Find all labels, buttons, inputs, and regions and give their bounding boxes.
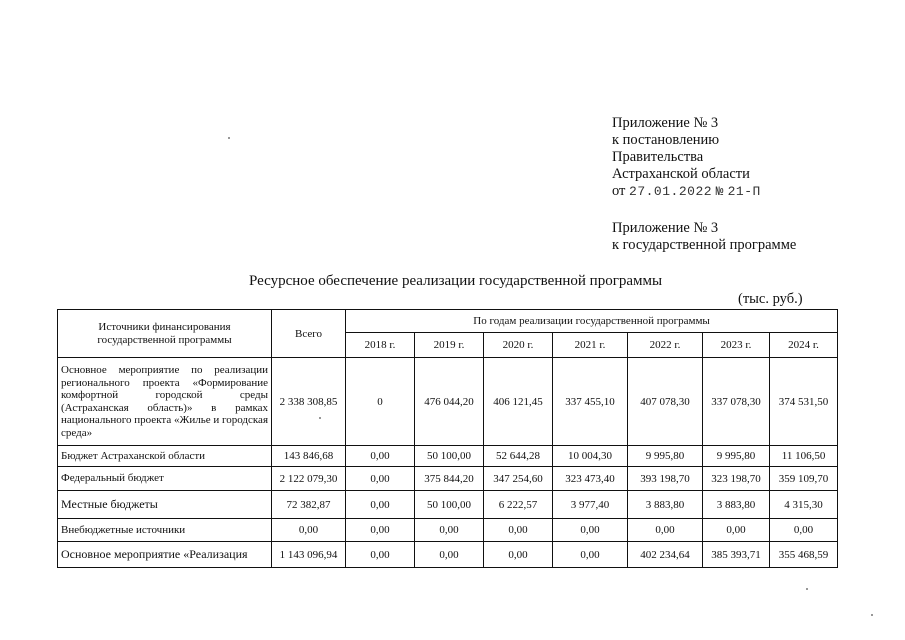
row-value: 406 121,45 bbox=[484, 358, 553, 446]
row-value: 0,00 bbox=[346, 467, 415, 491]
row-value: 0,00 bbox=[770, 519, 838, 542]
row-label: Основное мероприятие по реализации регионального проекта «Формирование комфортной городской среды (Астраханская область)» в рамках национального проекта «Жилье и городская среда» bbox=[58, 358, 272, 446]
row-value: 0,00 bbox=[484, 542, 553, 568]
table-row bbox=[58, 542, 838, 568]
row-total: 1 143 096,94 bbox=[272, 542, 346, 568]
appendix-authority: Правительства bbox=[612, 149, 704, 165]
row-total: 143 846,68 bbox=[272, 446, 346, 467]
row-value: 323 198,70 bbox=[703, 467, 770, 491]
row-value: 0,00 bbox=[346, 446, 415, 467]
row-value: 9 995,80 bbox=[628, 446, 703, 467]
row-value: 337 455,10 bbox=[553, 358, 628, 446]
appendix-region: Астраханской области bbox=[612, 166, 750, 182]
row-value: 375 844,20 bbox=[415, 467, 484, 491]
number-sign: № bbox=[715, 184, 724, 199]
table-row bbox=[58, 358, 838, 446]
resolution-date: 27.01.2022 bbox=[629, 184, 713, 199]
table-row bbox=[58, 467, 838, 491]
year-header: 2018 г. bbox=[346, 333, 415, 358]
program-appendix-reference: к государственной программе bbox=[612, 237, 797, 253]
row-value: 393 198,70 bbox=[628, 467, 703, 491]
scan-speck bbox=[228, 137, 230, 139]
row-value: 337 078,30 bbox=[703, 358, 770, 446]
appendix-reference: к постановлению bbox=[612, 132, 720, 148]
table-row bbox=[58, 519, 838, 542]
row-value: 0,00 bbox=[415, 542, 484, 568]
row-value: 0,00 bbox=[553, 542, 628, 568]
scan-speck bbox=[806, 588, 808, 590]
units-label: (тыс. руб.) bbox=[738, 291, 803, 307]
appendix-number: Приложение № 3 bbox=[612, 115, 719, 131]
row-label: Федеральный бюджет bbox=[58, 467, 272, 491]
resolution-number: 21-П bbox=[727, 184, 761, 199]
row-label: Внебюджетные источники bbox=[58, 519, 272, 542]
row-value: 0,00 bbox=[415, 519, 484, 542]
row-value: 355 468,59 bbox=[770, 542, 838, 568]
row-value: 0,00 bbox=[484, 519, 553, 542]
row-value: 0,00 bbox=[553, 519, 628, 542]
row-total: 2 338 308,85 bbox=[272, 358, 346, 446]
year-header: 2021 г. bbox=[553, 333, 628, 358]
row-value: 11 106,50 bbox=[770, 446, 838, 467]
program-appendix-block bbox=[612, 220, 796, 254]
table-header-row bbox=[58, 310, 838, 333]
row-value: 0,00 bbox=[703, 519, 770, 542]
row-label: Местные бюджеты bbox=[58, 491, 272, 519]
resource-table bbox=[57, 309, 838, 568]
row-value: 50 100,00 bbox=[415, 446, 484, 467]
resolution-appendix-block bbox=[612, 115, 761, 200]
row-value: 385 393,71 bbox=[703, 542, 770, 568]
row-value: 323 473,40 bbox=[553, 467, 628, 491]
row-label: Основное мероприятие «Реализация bbox=[58, 542, 272, 568]
row-total: 0,00 bbox=[272, 519, 346, 542]
row-value: 10 004,30 bbox=[553, 446, 628, 467]
row-value: 3 977,40 bbox=[553, 491, 628, 519]
row-value: 3 883,80 bbox=[628, 491, 703, 519]
year-header: 2020 г. bbox=[484, 333, 553, 358]
row-value: 0,00 bbox=[346, 491, 415, 519]
appendix-date-line bbox=[612, 183, 761, 200]
table-row bbox=[58, 446, 838, 467]
year-header: 2019 г. bbox=[415, 333, 484, 358]
year-header: 2023 г. bbox=[703, 333, 770, 358]
year-header: 2024 г. bbox=[770, 333, 838, 358]
date-prefix: от bbox=[612, 183, 626, 199]
row-value: 476 044,20 bbox=[415, 358, 484, 446]
header-source: Источники финансирования государственной программы bbox=[58, 310, 272, 358]
row-value: 0,00 bbox=[628, 519, 703, 542]
row-total: 72 382,87 bbox=[272, 491, 346, 519]
row-value: 52 644,28 bbox=[484, 446, 553, 467]
row-value: 50 100,00 bbox=[415, 491, 484, 519]
row-value: 4 315,30 bbox=[770, 491, 838, 519]
row-value: 9 995,80 bbox=[703, 446, 770, 467]
scan-speck bbox=[319, 417, 321, 419]
document-title: Ресурсное обеспечение реализации государственной программы bbox=[248, 273, 663, 289]
row-value: 359 109,70 bbox=[770, 467, 838, 491]
row-value: 347 254,60 bbox=[484, 467, 553, 491]
row-total: 2 122 079,30 bbox=[272, 467, 346, 491]
scan-speck bbox=[871, 614, 873, 616]
table-row bbox=[58, 491, 838, 519]
row-label: Бюджет Астраханской области bbox=[58, 446, 272, 467]
program-appendix-number: Приложение № 3 bbox=[612, 220, 719, 236]
row-value: 0 bbox=[346, 358, 415, 446]
row-value: 402 234,64 bbox=[628, 542, 703, 568]
year-header: 2022 г. bbox=[628, 333, 703, 358]
header-total: Всего bbox=[272, 310, 346, 358]
header-years: По годам реализации государственной программы bbox=[346, 310, 838, 333]
row-value: 6 222,57 bbox=[484, 491, 553, 519]
row-value: 407 078,30 bbox=[628, 358, 703, 446]
row-value: 0,00 bbox=[346, 542, 415, 568]
row-value: 3 883,80 bbox=[703, 491, 770, 519]
row-value: 0,00 bbox=[346, 519, 415, 542]
row-value: 374 531,50 bbox=[770, 358, 838, 446]
